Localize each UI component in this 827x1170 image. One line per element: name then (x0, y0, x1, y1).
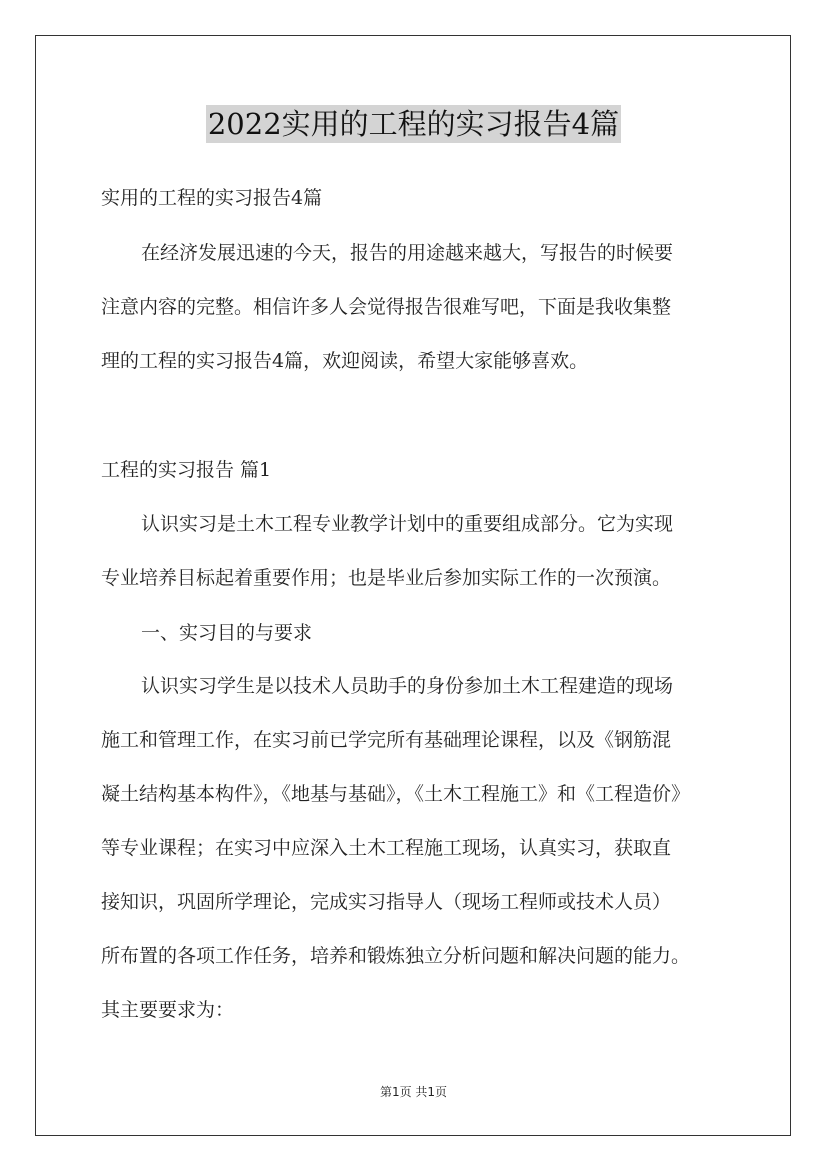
subheading-1: 一、实习目的与要求 (141, 622, 313, 644)
section1-line-2: 专业培养目标起着重要作用；也是毕业后参加实际工作的一次预演。 (101, 567, 672, 589)
document-title (0, 102, 827, 143)
page-footer: 第1页 共1页 (379, 1085, 448, 1099)
body-line-2: 施工和管理工作，在实习前已学完所有基础理论课程，以及《钢筋混 (101, 729, 672, 751)
body-line-7: 其主要要求为： (101, 999, 235, 1021)
section1-heading: 工程的实习报告 篇1 (101, 459, 272, 481)
document-subtitle: 实用的工程的实习报告4篇 (101, 187, 323, 209)
intro-line-1: 在经济发展迅速的今天，报告的用途越来越大，写报告的时候要 (141, 242, 674, 264)
body-line-3: 凝土结构基本构件》，《地基与基础》，《土木工程施工》和《工程造价》 (101, 783, 691, 805)
intro-line-2: 注意内容的完整。相信许多人会觉得报告很难写吧，下面是我收集整 (101, 296, 672, 318)
body-line-6: 所布置的各项工作任务，培养和锻炼独立分析问题和解决问题的能力。 (101, 945, 691, 967)
document-title-text: 2022实用的工程的实习报告4篇 (207, 107, 620, 141)
intro-line-3: 理的工程的实习报告4篇，欢迎阅读，希望大家能够喜欢。 (101, 350, 589, 372)
body-line-4: 等专业课程；在实习中应深入土木工程施工现场，认真实习，获取直 (101, 837, 672, 859)
section1-line-1: 认识实习是土木工程专业教学计划中的重要组成部分。它为实现 (141, 513, 674, 535)
body-line-5: 接知识，巩固所学理论，完成实习指导人（现场工程师或技术人员） (101, 891, 672, 913)
body-line-1: 认识实习学生是以技术人员助手的身份参加土木工程建造的现场 (141, 675, 674, 697)
